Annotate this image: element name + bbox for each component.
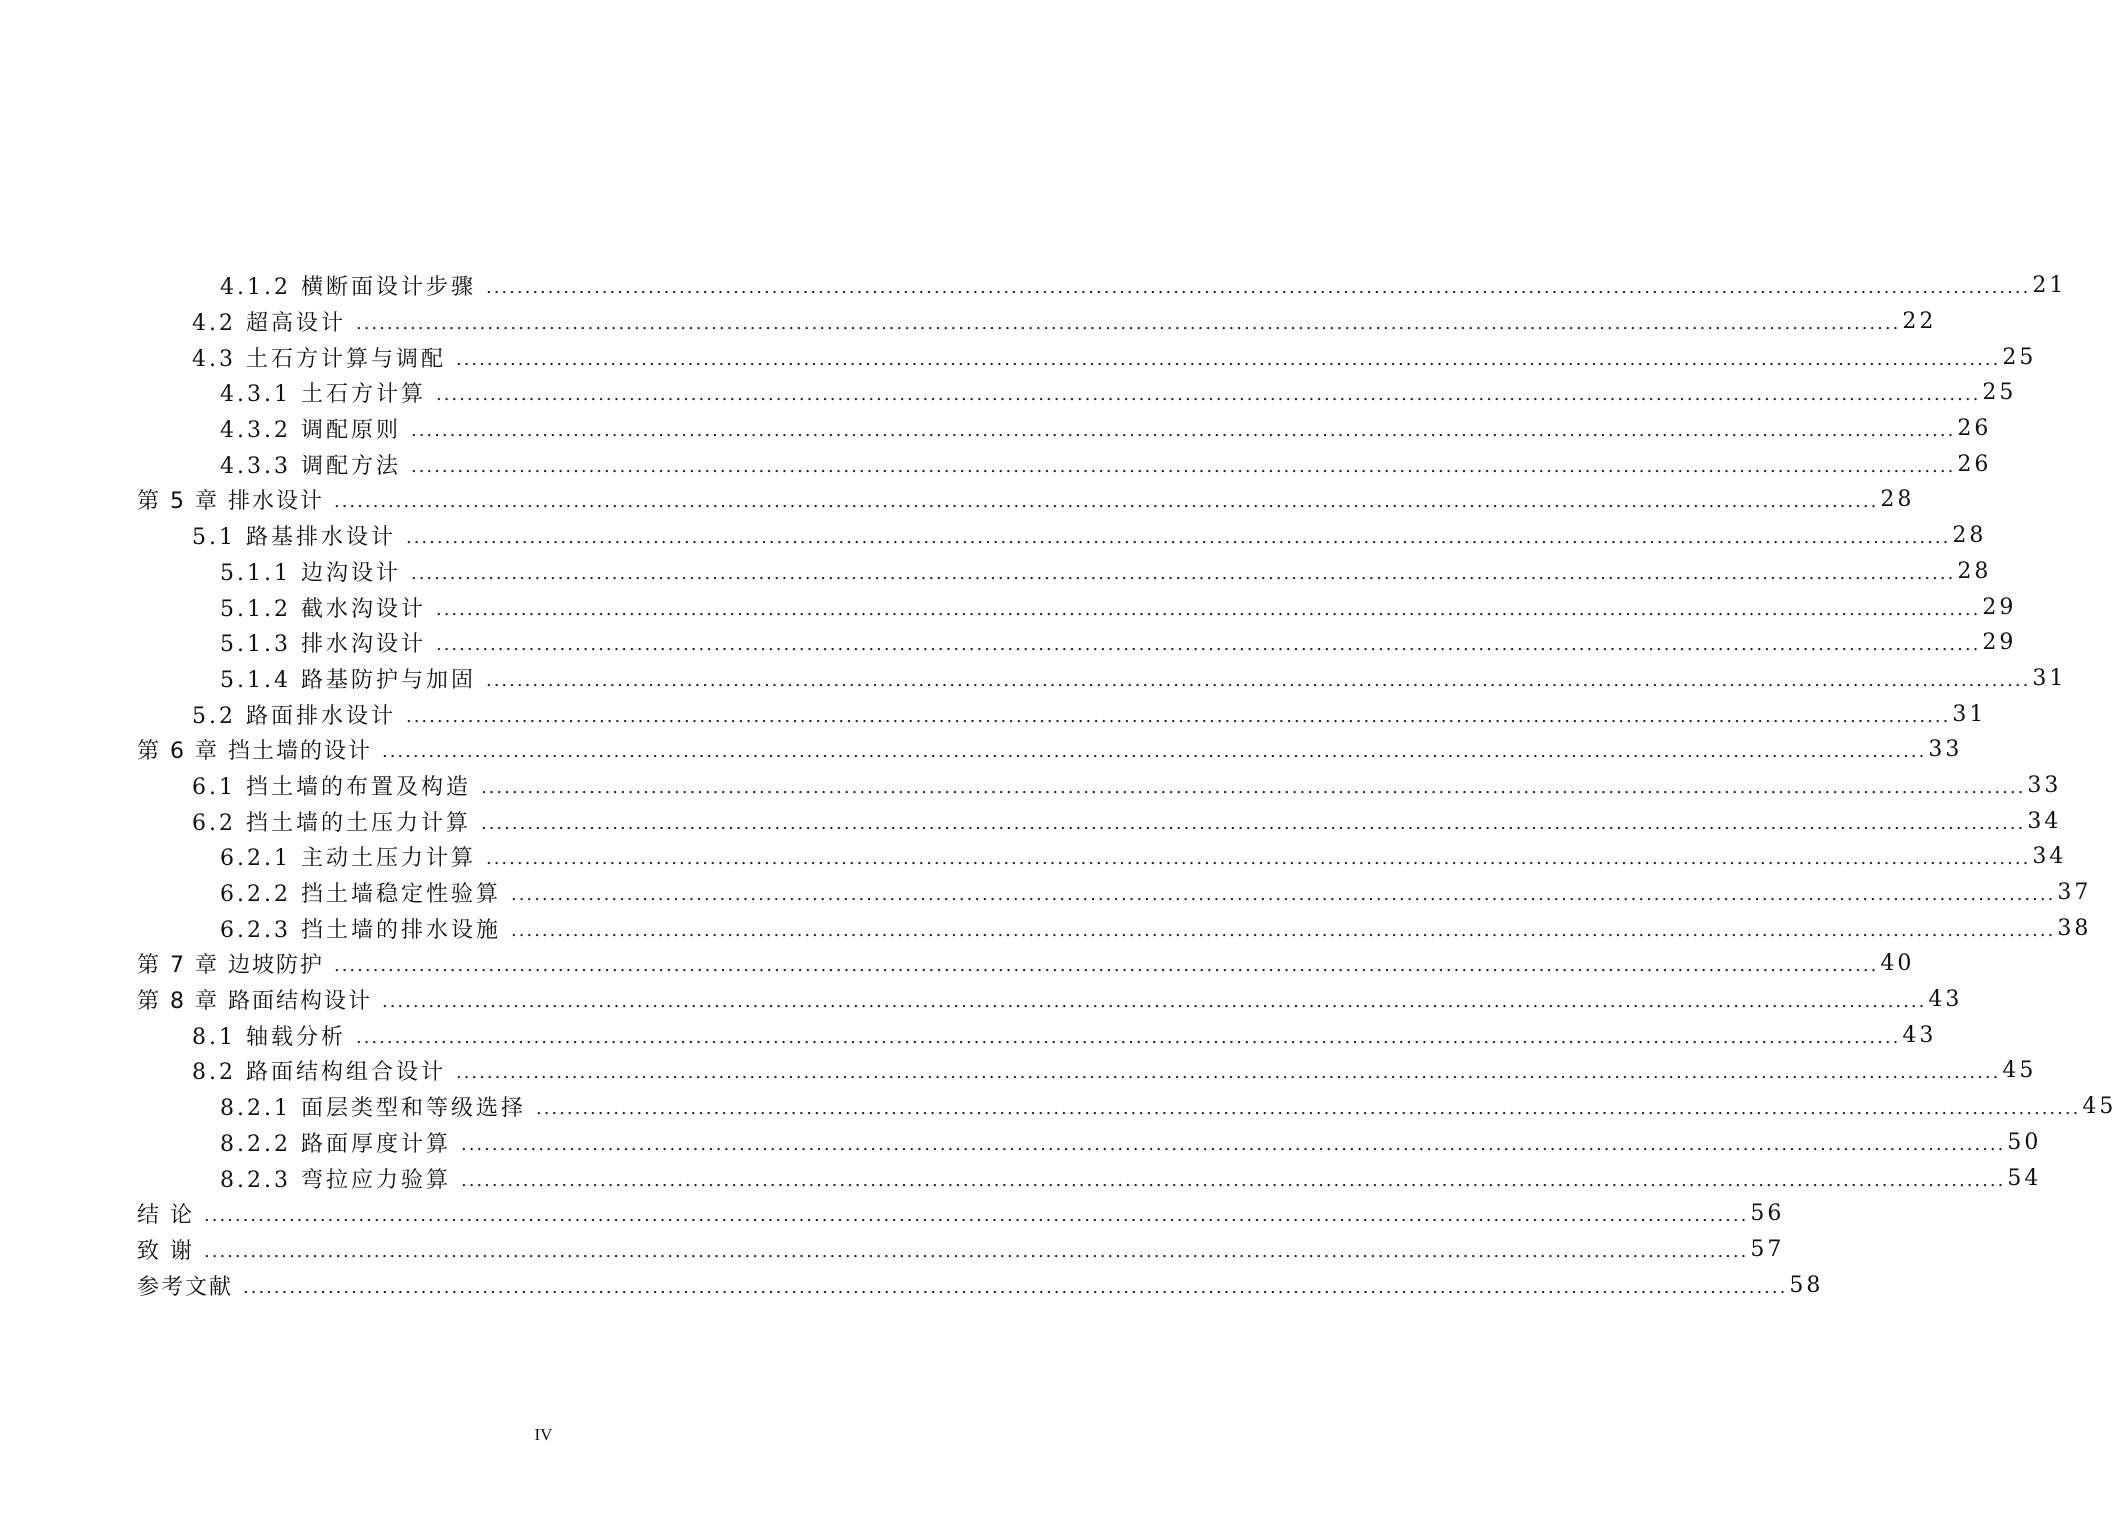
toc-entry-page: 25 — [2002, 344, 2037, 370]
toc-entry-title: 第 8 章 路面结构设计 — [137, 989, 372, 1015]
toc-dot-leader: ........................................................................................................................................................................................................ — [485, 848, 2031, 870]
toc-entry-page: 54 — [2007, 1165, 2042, 1191]
page-number: IV — [534, 1425, 553, 1444]
toc-entry-title: 4.3.2 调配原则 — [220, 418, 401, 444]
toc-entry[interactable] — [0, 339, 2037, 375]
toc-dot-leader: ........................................................................................................................................................................................................ — [333, 955, 1879, 977]
toc-entry-page: 21 — [2032, 273, 2067, 299]
toc-entry-title: 5.1.2 截水沟设计 — [220, 596, 426, 622]
toc-entry[interactable] — [0, 625, 2017, 661]
toc-dot-leader: ........................................................................................................................................................................................................ — [381, 991, 1927, 1013]
toc-entry-title: 6.1 挡土墙的布置及构造 — [192, 774, 471, 800]
toc-entry-title: 结 论 — [137, 1203, 194, 1229]
toc-entry-title: 第 6 章 挡土墙的设计 — [137, 739, 372, 765]
toc-entry-title: 4.1.2 横断面设计步骤 — [220, 275, 476, 301]
toc-entry[interactable] — [0, 839, 2067, 875]
toc-entry-page: 26 — [1957, 416, 1992, 442]
toc-entry-page: 38 — [2057, 915, 2092, 941]
toc-dot-leader: ........................................................................................................................................................................................................ — [510, 919, 2056, 941]
toc-dot-leader: ........................................................................................................................................................................................................ — [455, 1062, 2001, 1084]
toc-entry[interactable] — [0, 589, 2017, 625]
toc-entry-page: 31 — [1952, 701, 1987, 727]
toc-entry-title: 4.3.1 土石方计算 — [220, 382, 426, 408]
toc-dot-leader: ........................................................................................................................................................................................................ — [535, 1098, 2081, 1120]
toc-entry-page: 40 — [1880, 951, 1915, 977]
toc-entry-title: 8.1 轴载分析 — [192, 1024, 346, 1050]
toc-entry-page: 26 — [1957, 451, 1992, 477]
toc-dot-leader: ........................................................................................................................................................................................................ — [480, 776, 2026, 798]
toc-entry[interactable] — [0, 1053, 2037, 1089]
toc-entry[interactable] — [0, 696, 1987, 732]
toc-entry[interactable] — [0, 554, 1992, 590]
toc-entry-page: 29 — [1982, 630, 2017, 656]
table-of-contents — [0, 268, 2116, 1303]
toc-entry[interactable] — [0, 768, 2062, 804]
toc-entry-page: 43 — [1928, 987, 1963, 1013]
toc-entry-title: 5.2 路面排水设计 — [192, 703, 396, 729]
toc-dot-leader: ........................................................................................................................................................................................................ — [460, 1133, 2006, 1155]
toc-dot-leader: ........................................................................................................................................................................................................ — [460, 1169, 2006, 1191]
toc-entry[interactable] — [0, 1160, 2042, 1196]
toc-dot-leader: ........................................................................................................................................................................................................ — [435, 598, 1981, 620]
toc-entry[interactable] — [0, 875, 2092, 911]
toc-entry-title: 5.1.4 路基防护与加固 — [220, 667, 476, 693]
toc-entry-title: 5.1.1 边沟设计 — [220, 560, 401, 586]
toc-entry[interactable] — [0, 304, 1937, 340]
toc-dot-leader: ........................................................................................................................................................................................................ — [204, 1240, 1749, 1262]
toc-entry-title: 5.1.3 排水沟设计 — [220, 632, 426, 658]
toc-entry[interactable] — [0, 803, 2062, 839]
toc-dot-leader: ........................................................................................................................................................................................................ — [381, 741, 1927, 763]
toc-dot-leader: ........................................................................................................................................................................................................ — [480, 812, 2026, 834]
toc-entry[interactable] — [0, 1017, 1937, 1053]
toc-entry-page: 31 — [2032, 665, 2067, 691]
toc-entry-title: 第 7 章 边坡防护 — [137, 953, 324, 979]
toc-entry-title: 6.2.1 主动土压力计算 — [220, 846, 476, 872]
toc-entry[interactable] — [0, 411, 1992, 447]
toc-entry-page: 45 — [2002, 1058, 2037, 1084]
toc-entry-page: 34 — [2032, 844, 2067, 870]
toc-entry-page: 28 — [1952, 523, 1987, 549]
toc-entry[interactable] — [0, 661, 2067, 697]
toc-dot-leader: ........................................................................................................................................................................................................ — [410, 420, 1956, 442]
toc-dot-leader: ........................................................................................................................................................................................................ — [410, 455, 1956, 477]
toc-entry-page: 45 — [2082, 1094, 2116, 1120]
toc-dot-leader: ........................................................................................................................................................................................................ — [204, 1205, 1749, 1227]
toc-dot-leader: ........................................................................................................................................................................................................ — [485, 669, 2031, 691]
toc-dot-leader: ........................................................................................................................................................................................................ — [410, 562, 1956, 584]
toc-entry[interactable] — [0, 268, 2067, 304]
toc-dot-leader: ........................................................................................................................................................................................................ — [435, 384, 1981, 406]
toc-entry[interactable] — [0, 1125, 2042, 1161]
toc-entry[interactable] — [0, 732, 1963, 768]
toc-entry-title: 致 谢 — [137, 1238, 194, 1264]
toc-entry-page: 37 — [2057, 880, 2092, 906]
toc-entry[interactable] — [0, 482, 1915, 518]
toc-entry-page: 43 — [1902, 1022, 1937, 1048]
toc-entry-page: 33 — [2027, 772, 2062, 798]
toc-entry[interactable] — [0, 946, 1915, 982]
toc-entry[interactable] — [0, 910, 2092, 946]
toc-entry-title: 5.1 路基排水设计 — [192, 525, 396, 551]
toc-entry-page: 57 — [1750, 1236, 1785, 1262]
toc-entry-title: 4.3 土石方计算与调配 — [192, 346, 446, 372]
toc-entry-page: 56 — [1750, 1201, 1785, 1227]
toc-entry-title: 第 5 章 排水设计 — [137, 489, 324, 515]
toc-entry[interactable] — [0, 1196, 1785, 1232]
toc-entry-page: 28 — [1880, 487, 1915, 513]
toc-entry-title: 8.2.2 路面厚度计算 — [220, 1131, 451, 1157]
toc-entry[interactable] — [0, 375, 2017, 411]
toc-entry[interactable] — [0, 1232, 1785, 1268]
toc-dot-leader: ........................................................................................................................................................................................................ — [435, 634, 1981, 656]
toc-entry-page: 58 — [1789, 1272, 1824, 1298]
toc-dot-leader: ........................................................................................................................................................................................................ — [405, 705, 1951, 727]
toc-dot-leader: ........................................................................................................................................................................................................ — [355, 1026, 1901, 1048]
toc-dot-leader: ........................................................................................................................................................................................................ — [405, 527, 1951, 549]
toc-entry[interactable] — [0, 1267, 1824, 1303]
toc-entry-title: 参考文献 — [137, 1274, 234, 1300]
toc-entry-page: 50 — [2007, 1129, 2042, 1155]
toc-entry-title: 4.3.3 调配方法 — [220, 453, 401, 479]
toc-entry-title: 6.2 挡土墙的土压力计算 — [192, 810, 471, 836]
toc-entry-title: 8.2.3 弯拉应力验算 — [220, 1167, 451, 1193]
toc-entry-title: 6.2.2 挡土墙稳定性验算 — [220, 882, 501, 908]
toc-entry-page: 28 — [1957, 558, 1992, 584]
toc-entry-title: 6.2.3 挡土墙的排水设施 — [220, 917, 501, 943]
toc-entry-page: 29 — [1982, 594, 2017, 620]
toc-entry[interactable] — [0, 518, 1987, 554]
toc-entry-page: 34 — [2027, 808, 2062, 834]
toc-entry[interactable] — [0, 446, 1992, 482]
toc-dot-leader: ........................................................................................................................................................................................................ — [333, 491, 1879, 513]
toc-entry-page: 33 — [1928, 737, 1963, 763]
toc-entry-title: 8.2.1 面层类型和等级选择 — [220, 1096, 526, 1122]
toc-dot-leader: ........................................................................................................................................................................................................ — [455, 348, 2001, 370]
toc-entry-title: 4.2 超高设计 — [192, 311, 346, 337]
toc-entry-page: 25 — [1982, 380, 2017, 406]
toc-dot-leader: ........................................................................................................................................................................................................ — [355, 313, 1901, 335]
toc-dot-leader: ........................................................................................................................................................................................................ — [243, 1276, 1788, 1298]
toc-dot-leader: ........................................................................................................................................................................................................ — [510, 884, 2056, 906]
toc-dot-leader: ........................................................................................................................................................................................................ — [485, 277, 2031, 299]
toc-entry[interactable] — [0, 1089, 2116, 1125]
toc-entry-title: 8.2 路面结构组合设计 — [192, 1060, 446, 1086]
toc-entry-page: 22 — [1902, 309, 1937, 335]
toc-entry[interactable] — [0, 982, 1963, 1018]
